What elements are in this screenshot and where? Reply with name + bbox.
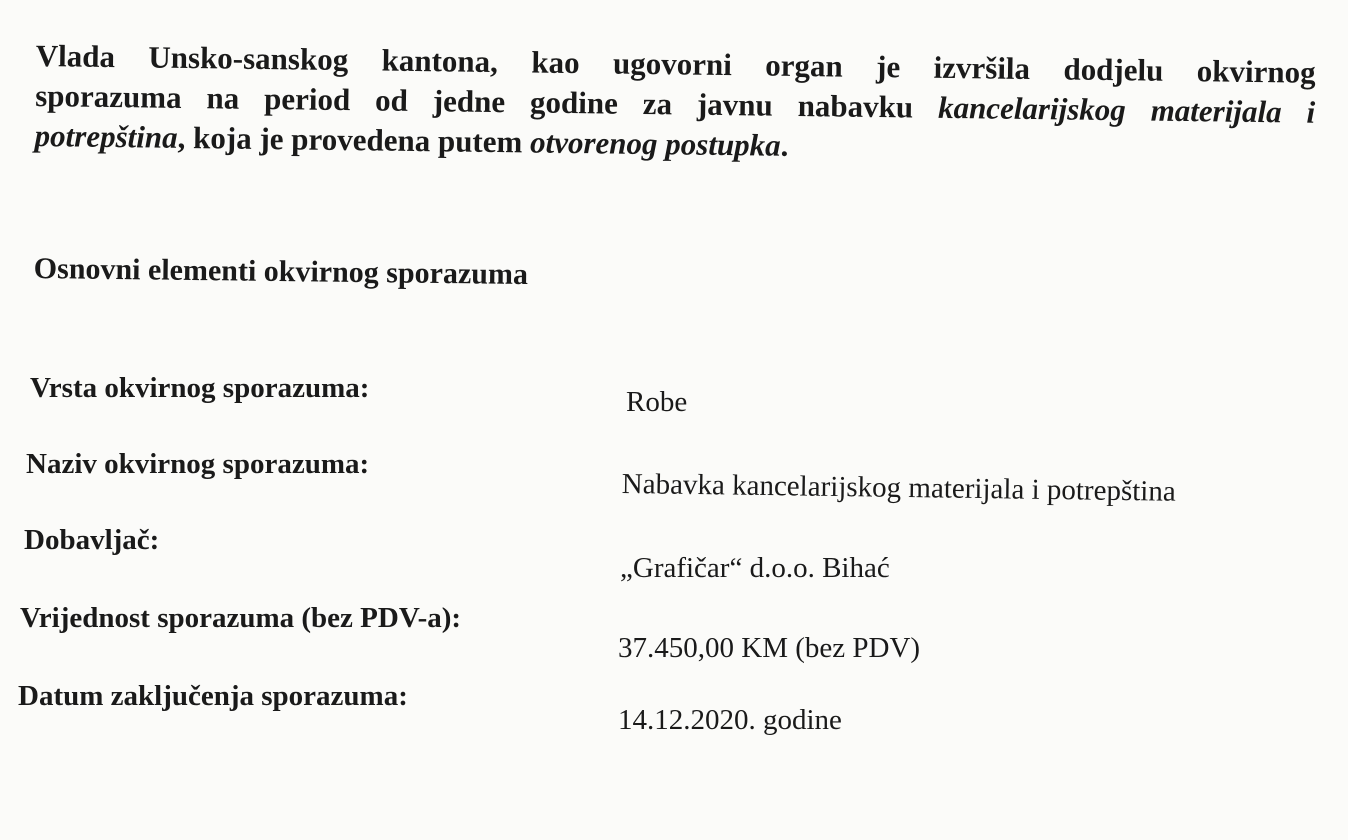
field-label: Vrijednost sporazuma (bez PDV-a): (20, 602, 462, 634)
intro-line-1: Vlada Unsko-sanskog kantona, kao ugovorni organ je izvršila dodjelu okvirnog (35, 37, 1316, 90)
section-title: Osnovni elementi okvirnog sporazuma (33, 252, 529, 292)
intro-line-2-text: sporazuma na period od jedne godine za javnu nabavku (34, 77, 914, 125)
field-value: Robe (626, 386, 688, 418)
intro-line-3-italic-a: potrepština (34, 117, 178, 155)
intro-line-3-end: . (780, 127, 789, 163)
intro-line-2-italic: kancelarijskog materijala i (937, 89, 1316, 130)
field-label: Dobavljač: (24, 524, 160, 556)
field-value: 37.450,00 KM (bez PDV) (618, 632, 921, 664)
field-label: Naziv okvirnog sporazuma: (26, 448, 370, 480)
intro-line-3-mid: , koja je provedena putem (177, 119, 523, 160)
intro-paragraph (34, 36, 1315, 173)
field-value: Nabavka kancelarijskog materijala i potrepština (621, 468, 1176, 508)
field-value: 14.12.2020. godine (618, 704, 842, 736)
field-label: Vrsta okvirnog sporazuma: (30, 372, 370, 404)
field-value: „Grafičar“ d.o.o. Bihać (620, 552, 890, 584)
intro-line-3-italic-b: otvorenog postupka (529, 124, 781, 163)
field-label: Datum zaključenja sporazuma: (18, 680, 408, 712)
